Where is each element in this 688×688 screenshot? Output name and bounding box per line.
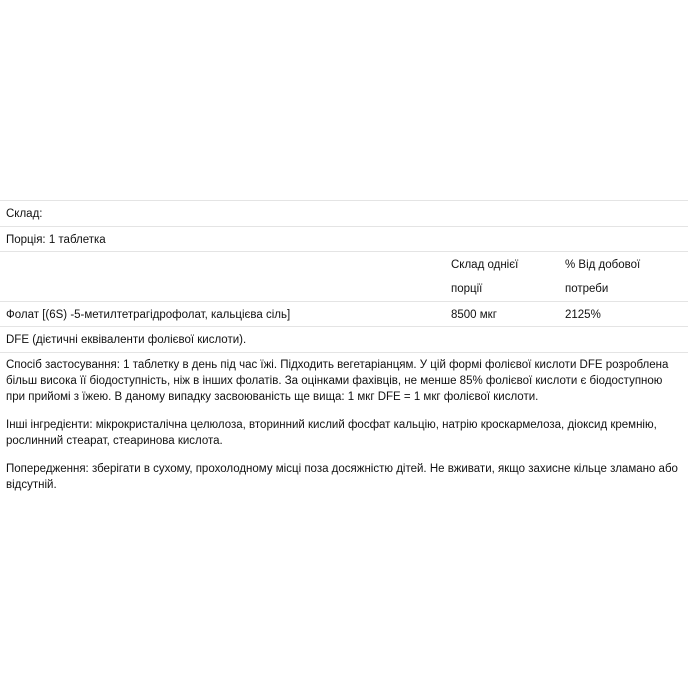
ingredient-amount: 8500 мкг (451, 309, 497, 321)
description-section (6, 357, 682, 505)
usage-paragraph: Спосіб застосування: 1 таблетку в день під час їжі. Підходить вегетаріанцям. У цій формі фолієвої кислоти DFE розроблена більш висока її біодоступність, ніж в інших фолатів. За оцінками фахівців, не менше 85% фолієвої кислоти є біодоступною при прийомі з їжею. В даному випадку засвоюваність ще вища: 1 мкг DFE = 1 мкг фолієвої кислоти. (6, 359, 669, 403)
serving-row (0, 226, 688, 251)
table-footnote: DFE (дієтичні еквіваленти фолієвої кислоти). (6, 334, 247, 346)
column-header-row (0, 251, 688, 301)
table-note-row (0, 326, 688, 353)
table-row (0, 301, 688, 326)
supplement-facts-table (0, 200, 688, 353)
ingredient-daily-value: 2125% (565, 309, 601, 321)
amount-header-line1: Склад однієї (451, 259, 519, 271)
table-title: Склад: (6, 208, 43, 220)
daily-value-header-line1: % Від добової (565, 259, 641, 271)
ingredient-name: Фолат [(6S) -5-метилтетрагідрофолат, кальцієва сіль] (6, 309, 291, 321)
amount-header-line2: порції (451, 283, 483, 295)
serving-size: Порція: 1 таблетка (6, 234, 106, 246)
warning-paragraph: Попередження: зберігати в сухому, прохолодному місці поза досяжністю дітей. Не вживати, якщо захисне кільце зламано або відсутній. (6, 463, 678, 491)
table-title-row (0, 200, 688, 226)
daily-value-header-line2: потреби (565, 283, 609, 295)
other-ingredients-paragraph: Інші інгредієнти: мікрокристалічна целюлоза, вторинний кислий фосфат кальцію, натрію кроскармелоза, діоксид кремнію, рослинний стеарат, стеаринова кислота. (6, 419, 657, 447)
